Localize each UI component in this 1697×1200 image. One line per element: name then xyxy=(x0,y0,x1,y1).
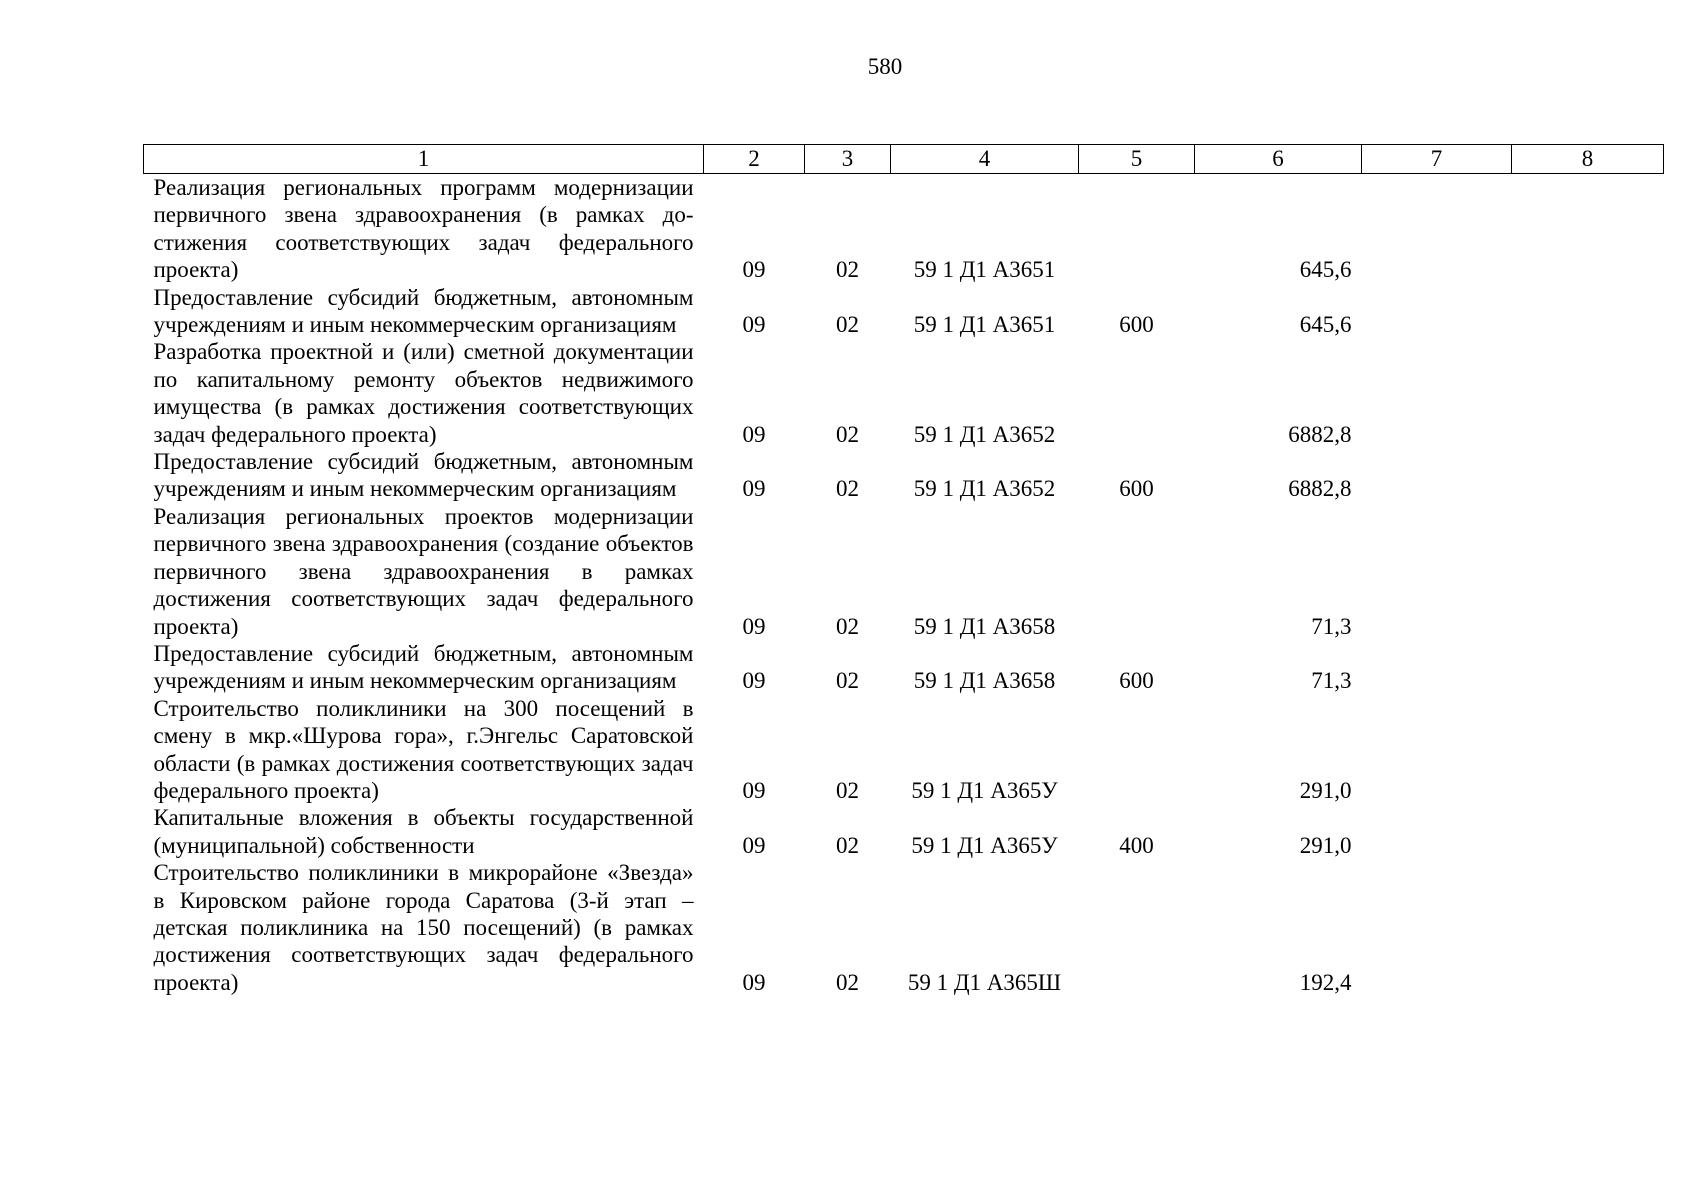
row-amount: 291,0 xyxy=(1299,777,1352,803)
row-col-7 xyxy=(1362,338,1512,448)
row-type: 600 xyxy=(1119,476,1154,502)
row-type: 400 xyxy=(1119,832,1154,858)
row-target: 59 1 Д1 А365У xyxy=(911,832,1058,858)
row-amount: 6882,8 xyxy=(1288,421,1352,447)
row-name: Капитальные вложения в объекты государственной (муниципальной) собственности xyxy=(153,805,694,858)
row-amount: 6882,8 xyxy=(1288,476,1352,502)
row-section: 09 xyxy=(742,257,766,283)
row-amount: 291,0 xyxy=(1299,832,1352,858)
row-subsection: 02 xyxy=(836,668,859,694)
row-col-7 xyxy=(1362,640,1512,695)
row-name: Реализация региональных проектов модернизации первичного звена здравоохранения (создание объектов первичного звена здравоохранения в рамках достижения соответствующих задач федерального проекта) xyxy=(153,503,694,639)
row-target: 59 1 Д1 А3652 xyxy=(913,476,1056,502)
table-header xyxy=(144,145,1664,174)
row-col-7 xyxy=(1362,503,1512,640)
row-type xyxy=(1079,503,1195,640)
header-col-8: 8 xyxy=(1512,145,1664,174)
row-section: 09 xyxy=(742,613,766,639)
row-section: 09 xyxy=(742,476,766,502)
row-col-8 xyxy=(1512,859,1664,996)
row-col-7 xyxy=(1362,695,1512,805)
row-name: Предоставление субсидий бюджетным, автономным учреждениям и иным некоммерческим организациям xyxy=(153,640,694,694)
row-name: Реализация региональных программ модернизации первичного звена здравоохранения (в рамках достижения соответствующих задач федерального проекта) xyxy=(153,175,694,283)
row-subsection: 02 xyxy=(836,969,859,995)
row-amount: 645,6 xyxy=(1299,312,1352,338)
row-col-8 xyxy=(1512,804,1664,859)
row-type xyxy=(1079,338,1195,448)
table-row xyxy=(144,448,1664,503)
row-type xyxy=(1079,695,1195,805)
table-row xyxy=(144,174,1664,284)
row-amount: 192,4 xyxy=(1299,969,1352,995)
header-col-6: 6 xyxy=(1195,145,1362,174)
row-target: 59 1 Д1 А3651 xyxy=(913,312,1056,338)
row-col-7 xyxy=(1362,448,1512,503)
table-row xyxy=(144,284,1664,339)
row-col-8 xyxy=(1512,284,1664,339)
table-body xyxy=(144,174,1664,997)
row-section: 09 xyxy=(742,668,766,694)
row-col-7 xyxy=(1362,174,1512,284)
header-col-2: 2 xyxy=(704,145,805,174)
table-row xyxy=(144,804,1664,859)
row-col-7 xyxy=(1362,284,1512,339)
row-col-8 xyxy=(1512,640,1664,695)
row-col-8 xyxy=(1512,174,1664,284)
row-type xyxy=(1079,174,1195,284)
row-target: 59 1 Д1 А3652 xyxy=(913,421,1056,447)
row-subsection: 02 xyxy=(836,832,859,858)
row-subsection: 02 xyxy=(836,312,859,338)
row-col-8 xyxy=(1512,338,1664,448)
row-subsection: 02 xyxy=(836,476,859,502)
row-target: 59 1 Д1 А365Ш xyxy=(907,969,1062,995)
row-target: 59 1 Д1 А3658 xyxy=(913,668,1056,694)
header-col-5: 5 xyxy=(1079,145,1195,174)
row-section: 09 xyxy=(742,312,766,338)
row-target: 59 1 Д1 А3658 xyxy=(913,613,1056,639)
budget-table xyxy=(143,144,1664,996)
table-row xyxy=(144,859,1664,996)
row-col-7 xyxy=(1362,859,1512,996)
row-col-7 xyxy=(1362,804,1512,859)
row-target: 59 1 Д1 А3651 xyxy=(913,257,1056,283)
row-amount: 71,3 xyxy=(1311,668,1352,694)
row-target: 59 1 Д1 А365У xyxy=(911,777,1058,803)
row-type: 600 xyxy=(1119,668,1154,694)
row-subsection: 02 xyxy=(836,613,859,639)
row-amount: 645,6 xyxy=(1299,257,1352,283)
row-section: 09 xyxy=(742,969,766,995)
row-amount: 71,3 xyxy=(1311,613,1352,639)
row-section: 09 xyxy=(742,421,766,447)
row-subsection: 02 xyxy=(836,257,859,283)
row-type xyxy=(1079,859,1195,996)
header-col-4: 4 xyxy=(891,145,1079,174)
header-row xyxy=(144,145,1664,174)
header-col-3: 3 xyxy=(805,145,891,174)
row-section: 09 xyxy=(742,832,766,858)
row-name: Разработка проектной и (или) сметной документации по капитальному ремонту объектов недвижимого имущества (в рамках достижения соответствующих задач федерального проекта) xyxy=(153,339,694,447)
row-col-8 xyxy=(1512,448,1664,503)
table-row xyxy=(144,640,1664,695)
header-col-1: 1 xyxy=(144,145,704,174)
row-col-8 xyxy=(1512,503,1664,640)
row-col-8 xyxy=(1512,695,1664,805)
row-name: Строительство поликлиники в микрорайоне «Звезда» в Кировском районе города Саратова (3-й этап – детская поликлиника на 150 посещений) (в рамках достижения соответствующих задач федерального проекта) xyxy=(153,860,694,995)
table-row xyxy=(144,695,1664,805)
row-name: Предоставление субсидий бюджетным, автономным учреждениям и иным некоммерческим организациям xyxy=(153,284,694,338)
table-row xyxy=(144,503,1664,640)
page-number: 580 xyxy=(867,54,903,79)
row-section: 09 xyxy=(742,777,766,803)
header-col-7: 7 xyxy=(1362,145,1512,174)
row-name: Строительство поликлиники на 300 посещений в смену в мкр.«Шурова гора», г.Энгельс Саратовской области (в рамках достижения соответствующих задач федерального проекта) xyxy=(153,695,694,803)
row-type: 600 xyxy=(1119,312,1154,338)
table-row xyxy=(144,338,1664,448)
row-subsection: 02 xyxy=(836,777,859,803)
row-subsection: 02 xyxy=(836,421,859,447)
row-name: Предоставление субсидий бюджетным, автономным учреждениям и иным некоммерческим организациям xyxy=(153,449,694,502)
